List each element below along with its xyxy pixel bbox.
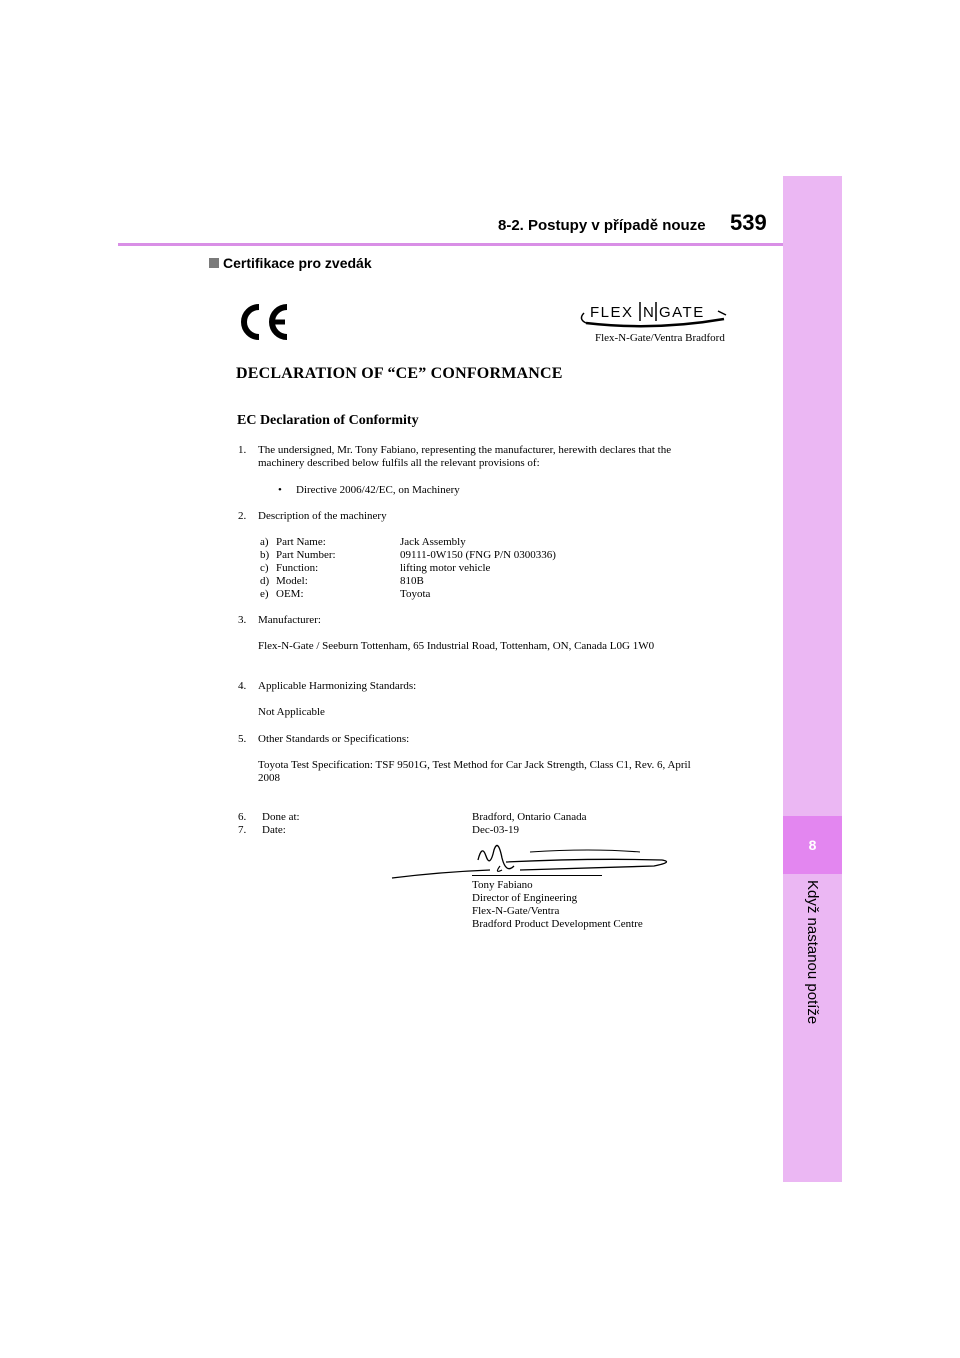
- header-divider: [118, 243, 783, 246]
- declaration-subtitle: EC Declaration of Conformity: [237, 413, 419, 428]
- declaration-title: DECLARATION OF “CE” CONFORMANCE: [236, 365, 563, 382]
- section-heading: [209, 255, 372, 271]
- item-text: Applicable Harmonizing Standards:: [258, 680, 417, 692]
- header-section-title: 8-2. Postupy v případě nouze: [498, 217, 706, 234]
- item-label: Done at:: [262, 811, 300, 823]
- ce-mark-icon: [235, 302, 295, 347]
- directive-text: Directive 2006/42/EC, on Machinery: [296, 484, 460, 496]
- item-value: 2008: [258, 772, 280, 784]
- item-text: Description of the machinery: [258, 510, 387, 522]
- row-label: Part Number:: [276, 549, 336, 561]
- item-text: The undersigned, Mr. Tony Fabiano, representing the manufacturer, herewith declares that the: [258, 444, 672, 456]
- item-text: machinery described below fulfils all the relevant provisions of:: [258, 457, 540, 469]
- square-bullet-icon: [209, 258, 219, 268]
- row-label: Part Name:: [276, 536, 326, 548]
- manufacturer-address: Flex-N-Gate / Seeburn Tottenham, 65 Industrial Road, Tottenham, ON, Canada L0G 1W0: [258, 640, 655, 652]
- item-number: 4.: [238, 680, 247, 692]
- item-number: 3.: [238, 614, 247, 626]
- row-label: Model:: [276, 575, 308, 587]
- signature-line: [472, 875, 602, 876]
- row-letter: b): [260, 549, 270, 561]
- item-number: 2.: [238, 510, 247, 522]
- chapter-number: 8: [808, 837, 817, 853]
- row-letter: a): [260, 536, 269, 548]
- item-number: 5.: [238, 733, 247, 745]
- svg-text:N: N: [643, 304, 654, 321]
- item-text: Manufacturer:: [258, 614, 321, 626]
- signer-company: Flex-N-Gate/Ventra: [472, 905, 560, 917]
- section-heading-text: Certifikace pro zvedák: [223, 255, 372, 271]
- row-letter: e): [260, 588, 269, 600]
- row-value: 810B: [400, 575, 424, 587]
- row-value: Toyota: [400, 588, 431, 600]
- row-letter: d): [260, 575, 270, 587]
- svg-text:FLEX: FLEX: [590, 304, 634, 321]
- item-value: Dec-03-19: [472, 824, 520, 836]
- row-value: Jack Assembly: [400, 536, 466, 548]
- item-value: Toyota Test Specification: TSF 9501G, Test Method for Car Jack Strength, Class C1, Rev. 6, April: [258, 759, 691, 771]
- bullet-dot: •: [278, 484, 282, 496]
- signer-name: Tony Fabiano: [472, 879, 533, 891]
- signer-title: Director of Engineering: [472, 892, 578, 904]
- signer-location: Bradford Product Development Centre: [472, 918, 643, 930]
- row-label: OEM:: [276, 588, 304, 600]
- row-letter: c): [260, 562, 269, 574]
- item-value: Not Applicable: [258, 706, 325, 718]
- page-number: 539: [730, 210, 767, 235]
- ce-certificate: [200, 284, 760, 964]
- row-value: 09111-0W150 (FNG P/N 0300336): [400, 549, 556, 561]
- row-value: lifting motor vehicle: [400, 562, 491, 574]
- item-number: 6.: [238, 811, 247, 823]
- item-value: Bradford, Ontario Canada: [472, 811, 587, 823]
- item-number: 7.: [238, 824, 247, 836]
- flex-n-gate-logo: [578, 299, 730, 336]
- item-text: Other Standards or Specifications:: [258, 733, 410, 745]
- chapter-title: Když nastanou potíže: [804, 880, 821, 1025]
- item-number: 1.: [238, 444, 247, 456]
- row-label: Function:: [276, 562, 319, 574]
- item-label: Date:: [262, 824, 286, 836]
- company-subtitle: Flex-N-Gate/Ventra Bradford: [595, 332, 725, 344]
- chapter-number-tab[interactable]: [783, 816, 842, 874]
- chapter-sidebar: [783, 176, 842, 1182]
- handwritten-signature: [390, 840, 680, 885]
- svg-text:GATE: GATE: [659, 304, 705, 321]
